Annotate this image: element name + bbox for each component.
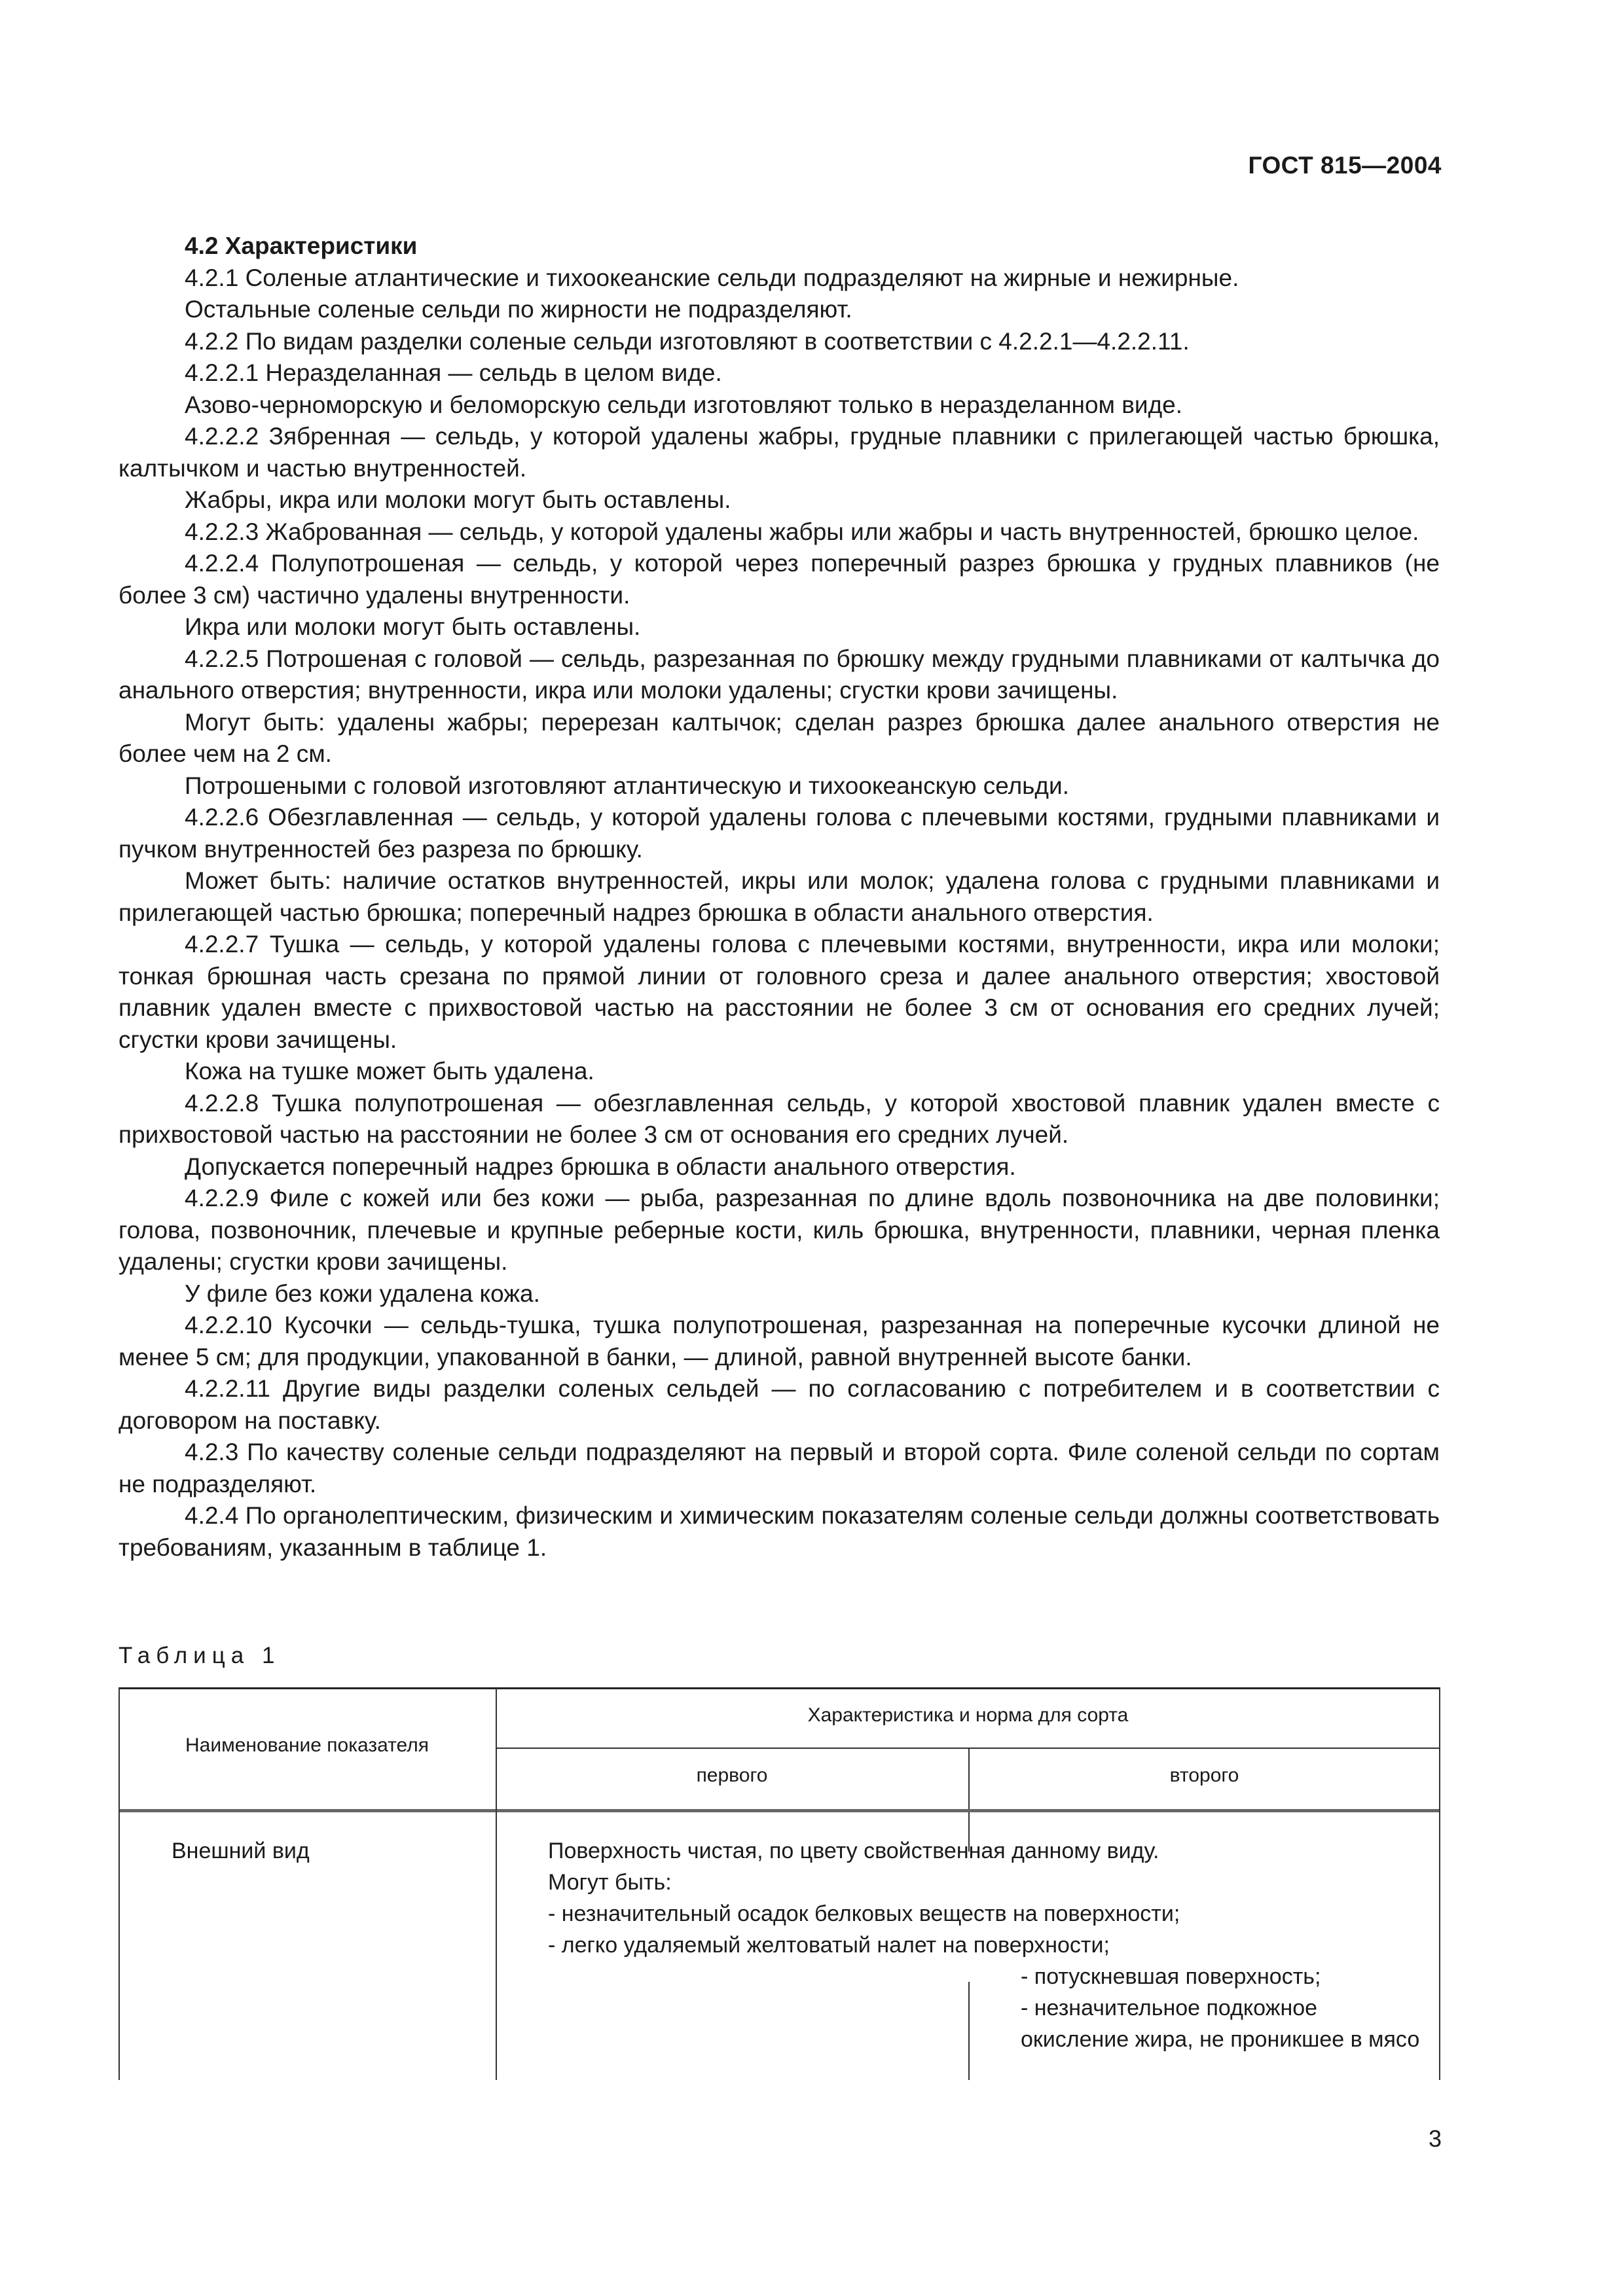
row-common-line: Могут быть: bbox=[548, 1870, 672, 1895]
paragraph: У филе без кожи удалена кожа. bbox=[185, 1280, 540, 1307]
paragraph: 4.2.2.1 Неразделанная — сельдь в целом виде. bbox=[185, 359, 722, 386]
header-grade-group: Характеристика и норма для сорта bbox=[807, 1704, 1129, 1726]
paragraph: 4.2.2.4 Полупотрошеная — сельдь, у которой через поперечный разрез брюшка у грудных плавников (не более 3 см) частично удалены внутренности. bbox=[119, 550, 1440, 609]
header-indicator-name: Наименование показателя bbox=[185, 1734, 429, 1756]
table-top-border bbox=[119, 1687, 1440, 1689]
paragraph: Жабры, икра или молоки могут быть оставлены. bbox=[185, 486, 731, 513]
paragraph: 4.2.2.6 Обезглавленная — сельдь, у которой удалены голова с плечевыми костями, грудными плавниками и пучком внутренностей без разреза по брюшку. bbox=[119, 804, 1440, 863]
paragraph: 4.2.2.11 Другие виды разделки соленых сельдей — по согласованию с потребителем и в соответствии с договором на поставку. bbox=[119, 1375, 1440, 1434]
table-body-subcol-divider-bottom bbox=[968, 1982, 970, 2080]
row-second-bullet: - потускневшая поверхность; bbox=[1021, 1961, 1427, 1992]
paragraph: Кожа на тушке может быть удалена. bbox=[185, 1058, 594, 1085]
header-grade-second: второго bbox=[1169, 1765, 1239, 1786]
page-number: 3 bbox=[1428, 2125, 1442, 2152]
paragraph: 4.2.2.8 Тушка полупотрошеная — обезглавленная сельдь, у которой хвостовой плавник удален вместе с прихвостовой частью на расстоянии не более 3 см от основания его средних лучей. bbox=[119, 1089, 1440, 1148]
paragraph: Потрошеными с головой изготовляют атлантическую и тихоокеанскую сельди. bbox=[185, 772, 1069, 799]
table-subheader-line bbox=[496, 1748, 1440, 1749]
paragraph: 4.2.3 По качеству соленые сельди подразделяют на первый и второй сорта. Филе соленой сельди по сортам не подразделяют. bbox=[119, 1439, 1440, 1498]
table-col-divider bbox=[496, 1687, 497, 2080]
table-right-border bbox=[1439, 1687, 1440, 2080]
paragraph: 4.2.2.10 Кусочки — сельдь-тушка, тушка полупотрошеная, разрезанная на поперечные кусочки длиной не менее 5 см; для продукции, упакованной в банки, — длиной, равной внутренней высоте банки. bbox=[119, 1312, 1440, 1371]
row-common-bullet: - легко удаляемый желтоватый налет на поверхности; bbox=[548, 1929, 1419, 1961]
document-code: ГОСТ 815—2004 bbox=[1248, 152, 1442, 179]
paragraph: 4.2.2.9 Филе с кожей или без кожи — рыба, разрезанная по длине вдоль позвоночника на две половинки; голова, позвоночник, плечевые и крупные реберные кости, киль брюшка, внутренности, плавники, черная пленка удалены; сгустки крови зачищены. bbox=[119, 1185, 1440, 1275]
row-name-appearance: Внешний вид bbox=[172, 1839, 310, 1863]
paragraph: 4.2.2.7 Тушка — сельдь, у которой удалены голова с плечевыми костями, внутренности, икра или молоки; тонкая брюшная часть срезана по прямой линии от головного среза и далее анального отверстия; хвостовой плавник удален вместе с прихвостовой частью на расстоянии не более 3 см от основания его средних лучей; сгустки крови зачищены. bbox=[119, 931, 1440, 1053]
paragraph: 4.2.2.5 Потрошеная с головой — сельдь, разрезанная по брюшку между грудными плавниками от калтычка до анального отверстия; внутренности, икра или молоки удалены; сгустки крови зачищены. bbox=[119, 645, 1440, 704]
paragraph: Может быть: наличие остатков внутренностей, икры или молок; удалена голова с грудными плавниками и прилегающей частью брюшка; поперечный надрез брюшка в области анального отверстия. bbox=[119, 867, 1440, 926]
paragraph: 4.2.2.2 Зябренная — сельдь, у которой удалены жабры, грудные плавники с прилегающей частью брюшка, калтычком и частью внутренностей. bbox=[119, 423, 1440, 482]
row-common-line: Поверхность чистая, по цвету свойственная данному виду. bbox=[548, 1839, 1159, 1863]
row-second-bullet: - незначительное подкожное окисление жира, не проникшее в мясо bbox=[1021, 1992, 1427, 2055]
header-grade-first: первого bbox=[696, 1765, 768, 1786]
section-body bbox=[119, 230, 1440, 1564]
table-header-bottom-border bbox=[119, 1809, 1440, 1812]
paragraph: 4.2.2 По видам разделки соленые сельди изготовляют в соответствии с 4.2.2.1—4.2.2.11. bbox=[185, 327, 1190, 355]
row-common-bullet: - незначительный осадок белковых веществ на поверхности; bbox=[548, 1898, 1419, 1929]
paragraph: Остальные соленые сельди по жирности не подразделяют. bbox=[185, 296, 852, 323]
paragraph: 4.2.4 По органолептическим, физическим и химическим показателям соленые сельди должны соответствовать требованиям, указанным в таблице 1. bbox=[119, 1502, 1440, 1561]
paragraph: 4.2.1 Соленые атлантические и тихоокеанские сельди подразделяют на жирные и нежирные. bbox=[185, 264, 1239, 291]
table-caption: Таблица 1 bbox=[119, 1643, 281, 1668]
paragraph: Азово-черноморскую и беломорскую сельди изготовляют только в неразделанном виде. bbox=[185, 391, 1183, 418]
section-title: 4.2 Характеристики bbox=[185, 232, 418, 259]
paragraph: Икра или молоки могут быть оставлены. bbox=[185, 613, 641, 640]
paragraph: 4.2.2.3 Жаброванная — сельдь, у которой удалены жабры или жабры и часть внутренностей, брюшко целое. bbox=[185, 518, 1419, 545]
paragraph: Могут быть: удалены жабры; перерезан калтычок; сделан разрез брюшка далее анального отверстия не более чем на 2 см. bbox=[119, 708, 1440, 767]
table-1 bbox=[119, 1687, 1440, 2080]
paragraph: Допускается поперечный надрез брюшка в области анального отверстия. bbox=[185, 1153, 1016, 1180]
